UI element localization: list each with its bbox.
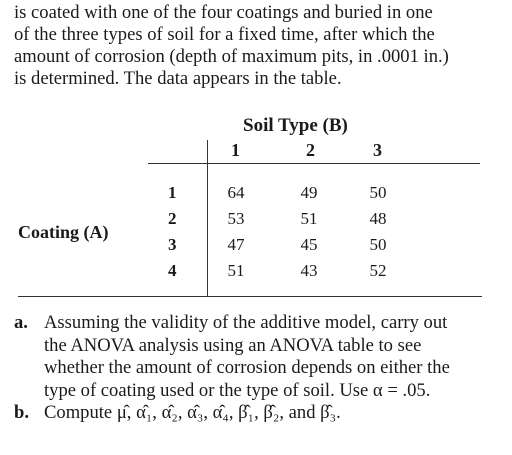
table-cell: 52	[369, 261, 387, 280]
part-line: whether the amount of corrosion depends on either the	[44, 357, 450, 378]
table-cell: 53	[227, 209, 245, 228]
part-line: the ANOVA analysis using an ANOVA table to see	[44, 334, 422, 356]
table-cell: 64	[227, 183, 245, 202]
soil-type-header: Soil Type (B)	[243, 115, 348, 136]
part-line: Assuming the validity of the additive model, carry out	[44, 312, 448, 333]
part-marker: a.	[14, 312, 28, 333]
row-label: 2	[168, 209, 177, 228]
table-cell: 50	[369, 235, 387, 254]
intro-line: amount of corrosion (depth of maximum pits, in .0001 in.)	[14, 46, 449, 67]
data-table	[0, 110, 512, 300]
table-vertical-rule	[207, 140, 208, 296]
table-cell: 49	[300, 183, 318, 202]
row-label: 1	[168, 183, 177, 202]
table-cell: 48	[369, 209, 387, 228]
part-line: Compute μ̂, α̂₁, α̂₂, α̂₃, α̂₄, β̂₁, β̂₂, and β̂₃.	[44, 402, 341, 423]
table-cell: 45	[300, 235, 318, 254]
exercise-parts	[14, 312, 504, 425]
table-cell: 51	[300, 209, 318, 228]
table-cell: 47	[227, 235, 245, 254]
table-cell: 43	[300, 261, 318, 280]
part-a	[14, 312, 504, 402]
coating-row-header: Coating (A)	[18, 222, 109, 242]
table-cell: 50	[369, 183, 387, 202]
part-line: type of coating used or the type of soil. Use α = .05.	[44, 379, 431, 401]
table-bottom-rule	[18, 296, 482, 297]
column-header-3: 3	[373, 140, 382, 160]
table-top-rule	[148, 163, 480, 164]
table-cell: 51	[227, 261, 245, 280]
column-header-2: 2	[306, 140, 315, 160]
intro-line: is coated with one of the four coatings and buried in one	[14, 2, 433, 23]
part-marker: b.	[14, 402, 29, 423]
part-b	[14, 402, 504, 425]
intro-line: is determined. The data appears in the table.	[14, 68, 342, 89]
row-label: 3	[168, 235, 177, 254]
row-label: 4	[168, 261, 177, 280]
intro-line: of the three types of soil for a fixed time, after which the	[14, 24, 435, 45]
column-header-1: 1	[231, 140, 240, 160]
intro-paragraph	[14, 2, 504, 90]
